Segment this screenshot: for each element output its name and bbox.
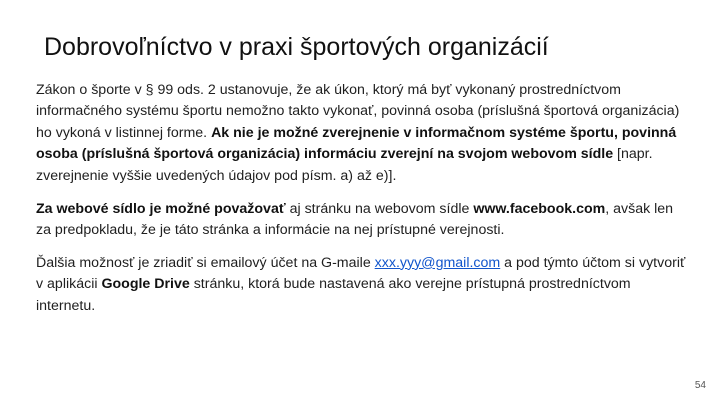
paragraph-law-reference <box>36 80 686 187</box>
paragraph-3-text-1: Ďalšia možnosť je zriadiť si emailový účet na G-maile <box>36 254 375 271</box>
paragraph-gmail-option <box>36 253 686 317</box>
email-link[interactable]: xxx.yyy@gmail.com <box>374 254 501 271</box>
paragraph-website <box>36 199 686 242</box>
paragraph-3-bold-1: Google Drive <box>101 276 190 293</box>
paragraph-2-text-2: , avšak len za predpokladu, že je táto stránka a informácie na nej prístupné verejnosti. <box>36 201 674 239</box>
paragraph-2-bold-1: Za webové sídlo je možné považovať <box>36 201 286 218</box>
paragraph-1-text-1: Zákon o športe v § 99 ods. 2 ustanovuje, že ak úkon, ktorý má byť vykonaný prostredníctvom informačného systému športu nemožno takto vykonať, povinná osoba (príslušná športová organizácia) ho vykoná v listinnej forme. <box>36 82 680 141</box>
paragraph-1-text-2: [napr. zverejnenie vyššie uvedených údajov pod písm. a) až e)]. <box>36 146 653 184</box>
page-number: 54 <box>694 380 706 391</box>
paragraph-3-text-3: stránku, ktorá bude nastavená ako verejne prístupná prostredníctvom internetu. <box>36 276 631 314</box>
paragraph-2-text-1: aj stránku na webovom sídle <box>285 201 474 218</box>
paragraph-2-bold-2: www.facebook.com <box>473 201 606 218</box>
slide-body <box>36 80 686 317</box>
slide-title: Dobrovoľníctvo v praxi športových organizácií <box>44 33 549 61</box>
paragraph-1-bold-1: Ak nie je možné zverejnenie v informačnom systéme športu, povinná osoba (príslušná športová organizácia) informáciu zverejní na svojom webovom sídle <box>36 124 677 163</box>
paragraph-3-text-2: a pod týmto účtom si vytvoriť v aplikácii <box>36 254 686 293</box>
